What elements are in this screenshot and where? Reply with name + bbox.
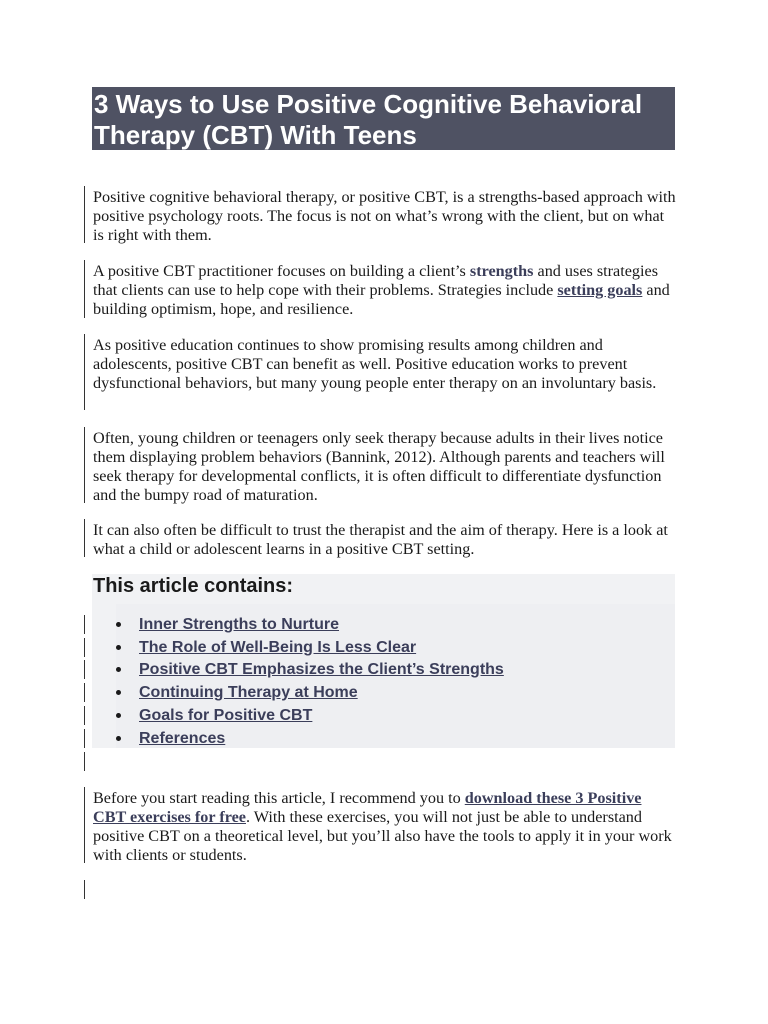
download-exercises-link[interactable]: download these 3 Positive CBT exercises for free bbox=[93, 789, 642, 826]
paragraph-marker bbox=[84, 615, 85, 634]
paragraph-intro: Positive cognitive behavioral therapy, or positive CBT, is a strengths-based approach with positive psychology roots. The focus is not on what’s wrong with the client, but on what is right with them. bbox=[93, 188, 676, 244]
bullet-icon bbox=[116, 622, 121, 627]
toc-link-goals[interactable]: Goals for Positive CBT bbox=[139, 707, 313, 724]
setting-goals-link[interactable]: setting goals bbox=[557, 281, 643, 299]
paragraph-text: Before you start reading this article, I recommend you to bbox=[93, 789, 465, 807]
bullet-icon bbox=[116, 667, 121, 672]
bullet-icon bbox=[116, 690, 121, 695]
toc-link-role-of-well-being[interactable]: The Role of Well-Being Is Less Clear bbox=[139, 639, 417, 656]
toc-link-inner-strengths[interactable]: Inner Strengths to Nurture bbox=[139, 616, 340, 633]
paragraph-marker bbox=[84, 706, 85, 725]
paragraph-practitioner bbox=[93, 262, 678, 319]
paragraph-marker bbox=[84, 660, 85, 679]
article-title: 3 Ways to Use Positive Cognitive Behavioral Therapy (CBT) With Teens bbox=[92, 87, 675, 150]
paragraph-young-children: Often, young children or teenagers only seek therapy because adults in their lives notice them displaying problem behaviors (Bannink, 2012). Although parents and teachers will seek therapy for developmental conflicts, it is often difficult to differentiate dysfunction and the bumpy road of maturation. bbox=[93, 429, 665, 504]
paragraph-trust: It can also often be difficult to trust the therapist and the aim of therapy. Here is a look at what a child or adolescent learns in a positive CBT setting. bbox=[93, 521, 668, 558]
paragraph-marker bbox=[84, 752, 85, 771]
paragraph-marker bbox=[84, 186, 85, 243]
bullet-icon bbox=[116, 713, 121, 718]
paragraph-marker bbox=[84, 729, 85, 748]
paragraph-text: and uses strategies that clients can use to help cope with their problems. Strategies include bbox=[93, 262, 658, 299]
paragraph-text: and building optimism, hope, and resilience. bbox=[93, 281, 670, 318]
toc-link-references[interactable]: References bbox=[139, 730, 226, 747]
paragraph-closing bbox=[93, 789, 678, 865]
bullet-icon bbox=[116, 736, 121, 741]
paragraph-marker bbox=[84, 638, 85, 657]
paragraph-marker bbox=[84, 683, 85, 702]
text-cursor bbox=[84, 880, 85, 899]
paragraph-marker bbox=[84, 427, 85, 503]
paragraph-text: A positive CBT practitioner focuses on building a client’s bbox=[93, 262, 470, 280]
paragraph-text: . With these exercises, you will not just be able to understand positive CBT on a theoretical level, but you’ll also have the tools to apply it in your work with clients or students. bbox=[93, 808, 672, 864]
toc-link-therapy-at-home[interactable]: Continuing Therapy at Home bbox=[139, 684, 358, 701]
paragraph-positive-education: As positive education continues to show promising results among children and adolescents, positive CBT can benefit as well. Positive education works to prevent dysfunctional behaviors, but many young people enter therapy on an involuntary basis. bbox=[93, 336, 657, 392]
paragraph-marker bbox=[84, 260, 85, 318]
bullet-icon bbox=[116, 645, 121, 650]
paragraph-marker bbox=[84, 334, 85, 410]
paragraph-marker bbox=[84, 787, 85, 863]
strengths-link[interactable]: strengths bbox=[469, 262, 534, 280]
paragraph-marker bbox=[84, 519, 85, 557]
toc-link-client-strengths[interactable]: Positive CBT Emphasizes the Client’s Strengths bbox=[139, 661, 504, 678]
toc-heading: This article contains: bbox=[93, 575, 294, 597]
